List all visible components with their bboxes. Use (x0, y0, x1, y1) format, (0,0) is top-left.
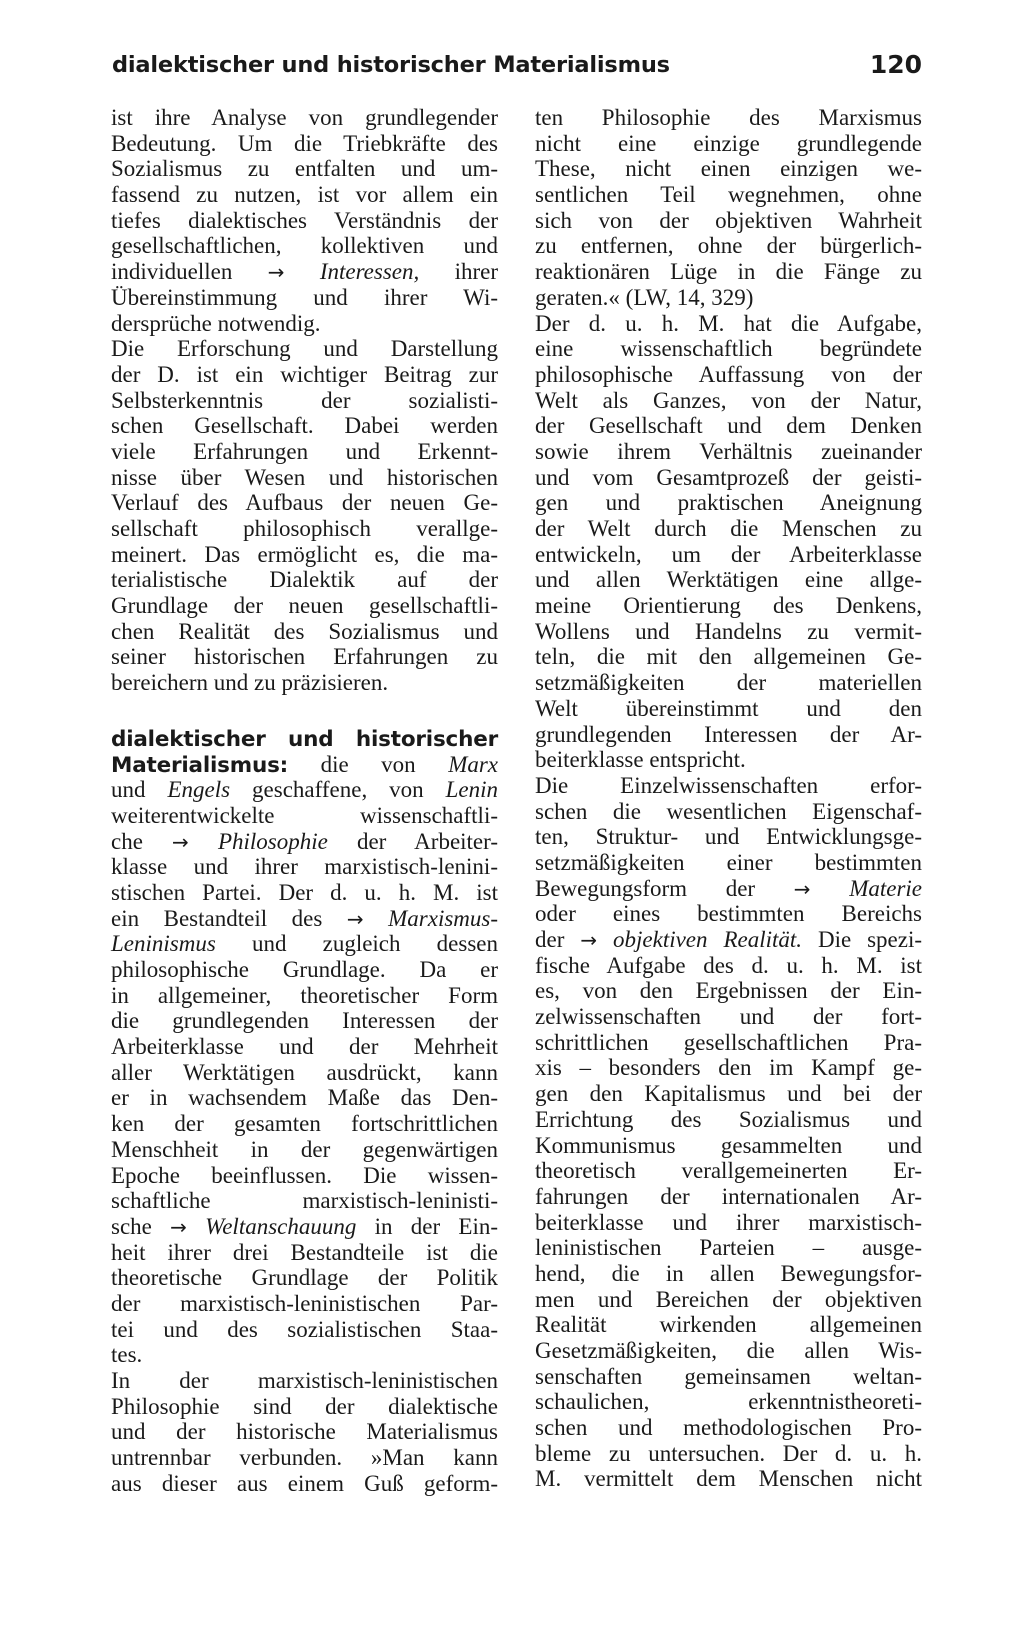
cross-reference-link[interactable]: Philosophie (217, 828, 328, 854)
text-line: grundlegenden Interessen der Ar- (535, 721, 922, 747)
text-line: und vom Gesamtprozeß der geisti- (535, 464, 922, 490)
text-line: hend, die in allen Bewegungsfor- (535, 1260, 922, 1286)
text-line: zelwissenschaften und der fort- (535, 1004, 922, 1030)
text-line: nicht eine einzige grundlegende (535, 130, 922, 156)
text-line: Grundlage der neuen gesellschaftli- (111, 593, 498, 619)
text-line: senschaften gemeinsamen weltan- (535, 1363, 922, 1389)
text-line: untrennbar verbunden. »Man kann (111, 1445, 498, 1471)
cross-reference-link[interactable]: Weltanschauung (205, 1213, 357, 1239)
entry-headword: Materialismus: (111, 752, 289, 778)
cross-reference-link[interactable]: Interessen, (319, 259, 420, 285)
text-line: der Welt durch die Menschen zu (535, 516, 922, 541)
text-fragment: und (111, 777, 146, 803)
right-column (535, 105, 922, 1492)
text-fragment: individuellen (111, 259, 233, 285)
text-fragment: sche (111, 1213, 152, 1239)
text-line (111, 726, 498, 752)
text-line: xis – besonders den im Kampf ge- (535, 1055, 922, 1081)
text-line: beiterklasse und ihrer marxistisch- (535, 1209, 922, 1235)
text-line: men und Bereichen der objektiven (535, 1286, 922, 1312)
text-line: leninistischen Parteien – ausge- (535, 1235, 922, 1261)
text-line: seiner historischen Erfahrungen zu (111, 644, 498, 670)
text-line: gen den Kapitalismus und bei der (535, 1081, 922, 1107)
research-paragraph (111, 336, 498, 696)
cross-reference-link[interactable]: Marxismus- (388, 905, 499, 931)
text-line: Sozialismus zu entfalten und um- (111, 156, 498, 182)
text-line: er in wachsendem Maße das Den- (111, 1085, 498, 1111)
text-line: Der d. u. h. M. hat die Aufgabe, (535, 310, 922, 336)
text-line: ten Philosophie des Marxismus (535, 105, 922, 130)
text-fragment: ein Bestandteil des (111, 905, 323, 931)
text-line: Verlauf des Aufbaus der neuen Ge- (111, 490, 498, 516)
text-line (535, 876, 922, 902)
text-fragment: der (535, 927, 565, 952)
text-line: zu entfernen, ohne der bürgerlich- (535, 233, 922, 259)
text-line: weiterentwickelte wissenschaftli- (111, 802, 498, 828)
text-fragment: ihrer (454, 259, 499, 285)
text-line (111, 829, 498, 855)
left-column (111, 105, 498, 1496)
text-line: theoretische Grundlage der Politik (111, 1265, 498, 1291)
text-line: Errichtung des Sozialismus und (535, 1106, 922, 1132)
text-line: reaktionären Lüge in die Fänge zu (535, 259, 922, 285)
text-line: setzmäßigkeiten einer bestimmten (535, 849, 922, 875)
text-line: schaulichen, erkenntnistheoreti- (535, 1389, 922, 1415)
text-fragment: Bewegungsform der (535, 875, 756, 901)
text-line: meine Orientierung des Denkens, (535, 593, 922, 619)
text-line: teln, die mit den allgemeinen Ge- (535, 644, 922, 670)
text-line: tes. (111, 1342, 143, 1368)
text-fragment: der Arbeiter- (356, 828, 498, 854)
text-line: nisse über Wesen und historischen (111, 464, 498, 490)
text-fragment: in der Ein- (374, 1213, 499, 1239)
task-paragraph (535, 311, 922, 773)
text-line: gesellschaftlichen, kollektiven und (111, 233, 498, 259)
text-line: sellschaft philosophisch verallge- (111, 516, 498, 541)
text-line: der Gesellschaft und dem Denken (535, 413, 922, 439)
dictionary-entry (111, 726, 498, 1368)
text-fragment: geschaffene, von (252, 777, 424, 803)
text-fragment: che (111, 828, 143, 854)
text-line: sowie ihrem Verhältnis zueinander (535, 438, 922, 464)
text-fragment: und zugleich dessen (251, 931, 498, 957)
paragraph-gap (111, 696, 498, 726)
text-line (535, 927, 922, 953)
text-line: eine wissenschaftlich begründete (535, 336, 922, 362)
text-fragment: die von (320, 751, 416, 777)
text-line: Gesetzmäßigkeiten, die allen Wis- (535, 1338, 922, 1363)
text-line: These, nicht einen einzigen we- (535, 156, 922, 182)
text-line: bereichern und zu präzisieren. (111, 670, 389, 696)
text-line: philosophische Auffassung von der (535, 361, 922, 387)
unity-paragraph (111, 1368, 498, 1496)
text-line: fassend zu nutzen, ist vor allem ein (111, 182, 498, 208)
text-line: viele Erfahrungen und Erkennt- (111, 438, 498, 464)
text-line: stischen Partei. Der d. u. h. M. ist (111, 879, 498, 905)
cross-reference-link[interactable]: Leninismus (111, 931, 216, 957)
cross-reference-arrow-icon: → (172, 829, 189, 854)
text-line: schen und methodologischen Pro- (535, 1415, 922, 1441)
text-line: die grundlegenden Interessen der (111, 1008, 498, 1034)
text-line: klasse und ihrer marxistisch-lenini- (111, 854, 498, 880)
entry-headword: dialektischer und historischer (111, 726, 498, 752)
text-line: In der marxistisch-leninistischen (111, 1368, 498, 1393)
text-line: Arbeiterklasse und der Mehrheit (111, 1034, 498, 1060)
text-line: ken der gesamten fortschrittlichen (111, 1111, 498, 1137)
text-line: gen und praktischen Aneignung (535, 490, 922, 516)
text-line: es, von den Ergebnissen der Ein- (535, 978, 922, 1004)
text-line: beiterklasse entspricht. (535, 747, 746, 773)
text-line (111, 906, 498, 932)
text-line: Philosophie sind der dialektische (111, 1393, 498, 1419)
person-name: Marx (448, 751, 499, 777)
citation-line: geraten.« (LW, 14, 329) (535, 284, 754, 310)
text-line: oder eines bestimmten Bereichs (535, 901, 922, 927)
text-line: heit ihrer drei Bestandteile ist die (111, 1239, 498, 1265)
text-line: terialistische Dialektik auf der (111, 567, 498, 593)
text-line: schrittlichen gesellschaftlichen Pra- (535, 1029, 922, 1055)
text-line (111, 259, 498, 285)
text-line: schen die wesentlichen Eigenschaf- (535, 798, 922, 824)
cross-reference-arrow-icon: → (170, 1214, 187, 1239)
text-line: schaftliche marxistisch-leninisti- (111, 1188, 498, 1214)
text-line: philosophische Grundlage. Da er (111, 957, 498, 982)
text-line (111, 931, 498, 957)
person-name: Lenin (445, 777, 499, 803)
continuation-paragraph (111, 105, 498, 336)
text-line: fahrungen der internationalen Ar- (535, 1183, 922, 1209)
text-line: Selbsterkenntnis der sozialisti- (111, 387, 498, 413)
text-line: ten, Struktur- und Entwicklungsge- (535, 824, 922, 850)
running-title: dialektischer und historischer Materialismus (112, 52, 670, 78)
text-line: Die Einzelwissenschaften erfor- (535, 772, 922, 798)
text-line: schen Gesellschaft. Dabei werden (111, 413, 498, 439)
text-line: Wollens und Handelns zu vermit- (535, 618, 922, 644)
text-line: und der historische Materialismus (111, 1419, 498, 1445)
text-line: setzmäßigkeiten der materiellen (535, 670, 922, 696)
text-line: ist ihre Analyse von grundlegender (111, 105, 498, 130)
text-line: Bedeutung. Um die Triebkräfte des (111, 130, 498, 156)
running-head (112, 48, 922, 88)
text-line: Realität wirkenden allgemeinen (535, 1312, 922, 1338)
text-line: Welt übereinstimmt und den (535, 695, 922, 721)
text-line: und allen Werktätigen eine allge- (535, 567, 922, 593)
person-name: Engels (167, 777, 231, 803)
page-number: 120 (869, 50, 922, 79)
cross-reference-arrow-icon: → (793, 876, 811, 901)
text-line: tiefes dialektisches Verständnis der (111, 207, 498, 233)
text-line: sentlichen Teil wegnehmen, ohne (535, 182, 922, 208)
cross-reference-link[interactable]: objektiven Realität. (613, 927, 803, 952)
text-line: Epoche beeinflussen. Die wissen- (111, 1162, 498, 1188)
text-line (111, 777, 498, 803)
text-line: aus dieser aus einem Guß geform- (111, 1470, 498, 1496)
cross-reference-arrow-icon: → (267, 260, 285, 285)
text-line: chen Realität des Sozialismus und (111, 618, 498, 644)
quote-continuation (535, 105, 922, 311)
cross-reference-arrow-icon: → (346, 906, 364, 931)
cross-reference-link[interactable]: Materie (849, 875, 922, 901)
text-line: tei und des sozialistischen Staa- (111, 1316, 498, 1342)
text-line: der D. ist ein wichtiger Beitrag zur (111, 361, 498, 387)
text-line: Die Erforschung und Darstellung (111, 336, 498, 362)
text-fragment: Die spezi- (817, 927, 923, 952)
text-line: der marxistisch-leninistischen Par- (111, 1290, 498, 1316)
text-line: bleme zu untersuchen. Der d. u. h. (535, 1440, 922, 1466)
text-line: M. vermittelt dem Menschen nicht (535, 1466, 922, 1492)
text-line: Menschheit in der gegenwärtigen (111, 1136, 498, 1162)
text-line: entwickeln, um der Arbeiterklasse (535, 541, 922, 567)
text-line: Übereinstimmung und ihrer Wi- (111, 284, 498, 310)
text-line (111, 1214, 498, 1240)
text-line: aller Werktätigen ausdrückt, kann (111, 1059, 498, 1085)
text-line: Welt als Ganzes, von der Natur, (535, 387, 922, 413)
text-line: in allgemeiner, theoretischer Form (111, 982, 498, 1008)
text-line: dersprüche notwendig. (111, 310, 321, 336)
cross-reference-arrow-icon: → (580, 928, 598, 952)
text-line: Kommunismus gesammelten und (535, 1132, 922, 1158)
text-line: theoretisch verallgemeinerten Er- (535, 1158, 922, 1184)
text-line: meinert. Das ermöglicht es, die ma- (111, 541, 498, 567)
sciences-paragraph (535, 773, 922, 1492)
text-line: fische Aufgabe des d. u. h. M. ist (535, 952, 922, 978)
text-line: sich von der objektiven Wahrheit (535, 207, 922, 233)
text-line (111, 752, 498, 778)
